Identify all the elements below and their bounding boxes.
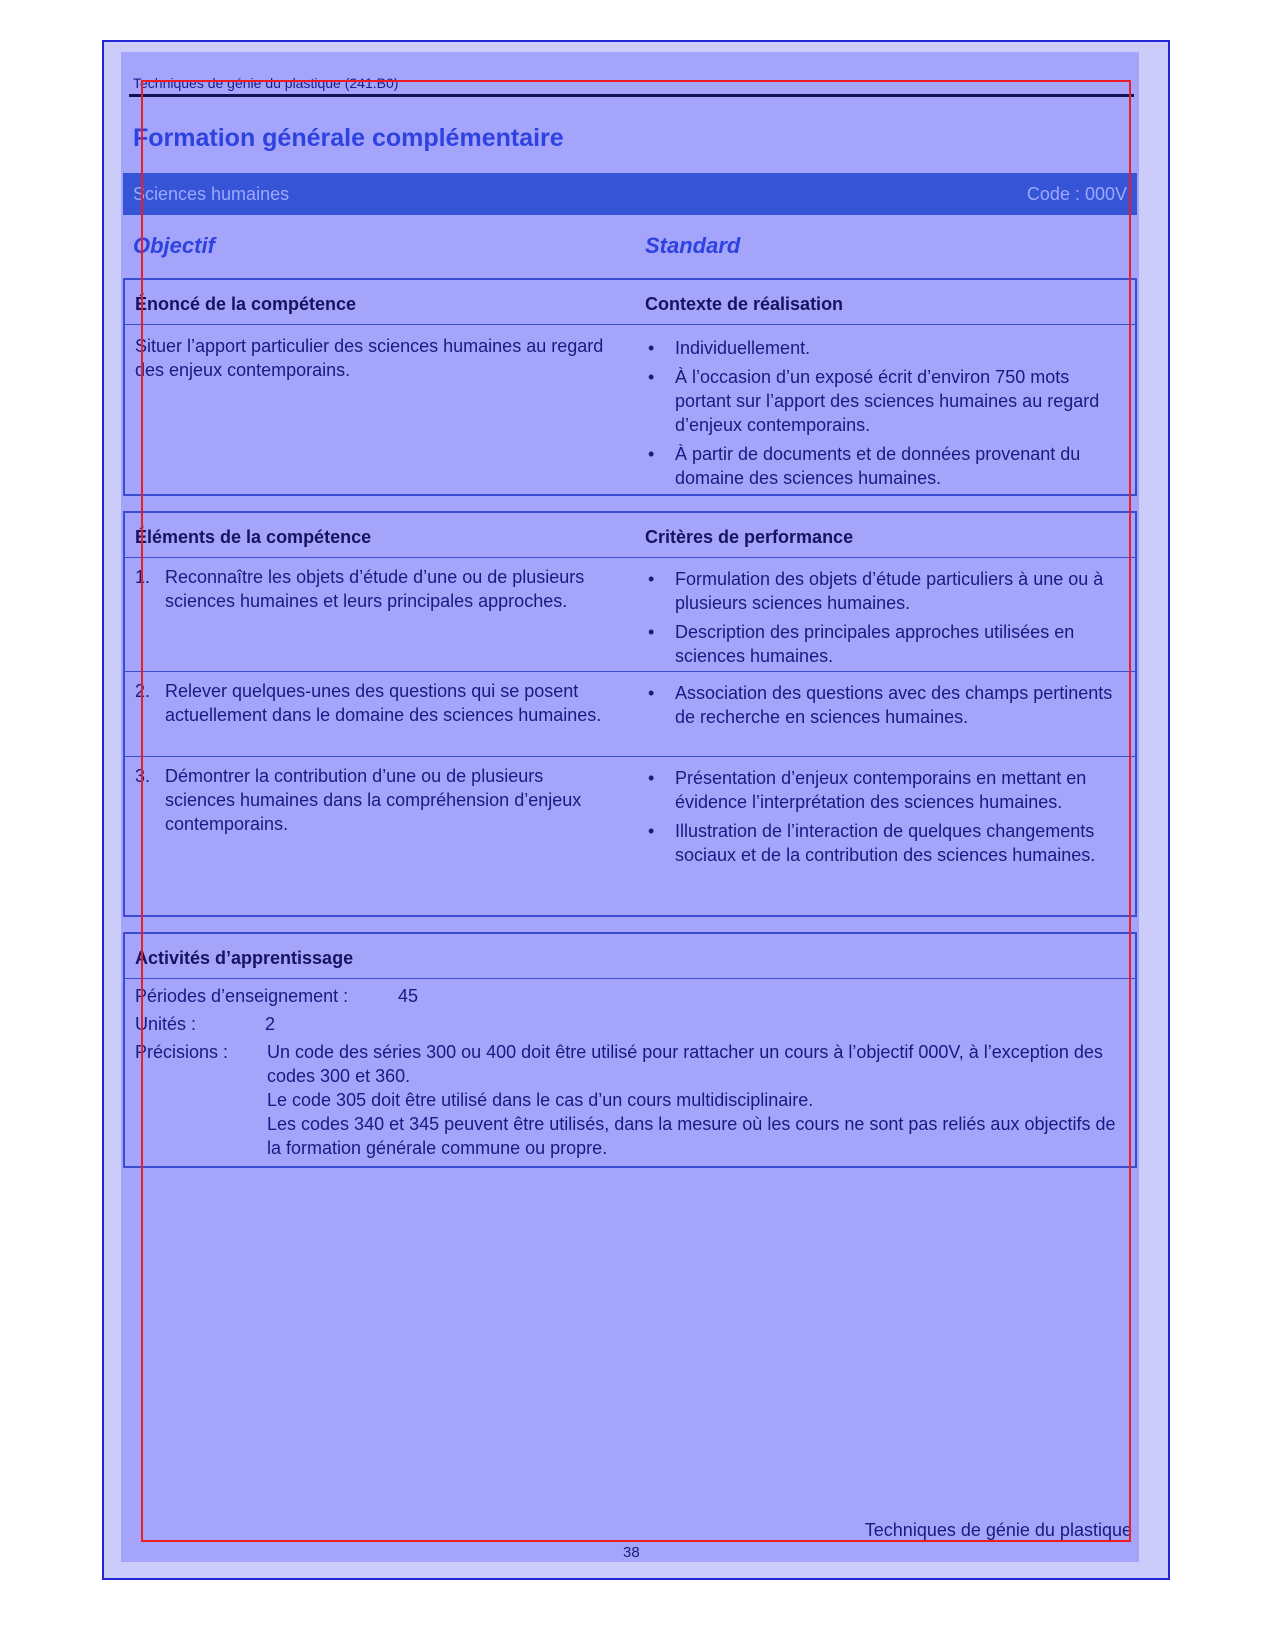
list-item bbox=[645, 620, 1115, 668]
column-heading-standard: Standard bbox=[645, 233, 741, 258]
element-text: Démontrer la contribution d’une ou de plusieurs sciences humaines dans la compréhension d’enjeux contemporains. bbox=[165, 766, 582, 834]
page-number: 38 bbox=[623, 1544, 640, 1561]
header-rule bbox=[129, 94, 1134, 97]
list-item bbox=[645, 681, 1115, 729]
list-item bbox=[645, 336, 1115, 360]
bullet-icon: • bbox=[648, 683, 655, 703]
box-divider bbox=[125, 324, 1135, 325]
box-divider bbox=[125, 557, 1135, 558]
context-heading: Contexte de réalisation bbox=[645, 294, 844, 314]
subject-name: Sciences humaines bbox=[133, 184, 290, 204]
column-heading-objectif: Objectif bbox=[133, 233, 215, 258]
activities-box bbox=[123, 932, 1137, 1168]
footer-title: Techniques de génie du plastique bbox=[864, 1520, 1132, 1540]
details-label: Précisions : bbox=[135, 1042, 229, 1062]
criteria-item: Illustration de l’interaction de quelques changements sociaux et de la contribution des sciences humaines. bbox=[675, 821, 1096, 865]
periods-label: Périodes d’enseignement : bbox=[135, 986, 349, 1006]
bullet-icon: • bbox=[648, 622, 655, 642]
details-item: Un code des séries 300 ou 400 doit être utilisé pour rattacher un cours à l’objectif 000V, à l’exception des codes 300 et 360. bbox=[267, 1042, 1103, 1086]
page-title: Formation générale complémentaire bbox=[133, 124, 564, 152]
element-text: Relever quelques-unes des questions qui se posent actuellement dans le domaine des sciences humaines. bbox=[165, 681, 602, 725]
bullet-icon: • bbox=[648, 444, 655, 464]
competence-statement-heading: Énoncé de la compétence bbox=[135, 294, 357, 314]
context-list bbox=[645, 336, 1115, 495]
elements-box bbox=[123, 511, 1137, 917]
units-label: Unités : bbox=[135, 1014, 197, 1034]
bullet-icon: • bbox=[648, 338, 655, 358]
list-item bbox=[645, 766, 1115, 814]
box-divider bbox=[125, 978, 1135, 979]
element-item-1 bbox=[135, 565, 615, 655]
list-item bbox=[645, 819, 1115, 867]
criteria-heading: Critères de performance bbox=[645, 527, 854, 547]
context-item: À l’occasion d’un exposé écrit d’environ 750 mots portant sur l’apport des sciences humaines au regard d’enjeux contemporains. bbox=[675, 367, 1100, 435]
criteria-item: Présentation d’enjeux contemporains en mettant en évidence l’interprétation des sciences humaines. bbox=[675, 768, 1087, 812]
element-item-3 bbox=[135, 764, 615, 844]
criteria-list-1 bbox=[645, 567, 1115, 673]
element-number: 3. bbox=[135, 766, 151, 786]
context-item: Individuellement. bbox=[675, 338, 811, 358]
details-item: Le code 305 doit être utilisé dans le cas d’un cours multidisciplinaire. bbox=[267, 1090, 814, 1110]
running-header: Techniques de génie du plastique (241.B0) bbox=[133, 75, 399, 91]
elements-heading: Éléments de la compétence bbox=[135, 527, 372, 547]
element-number: 1. bbox=[135, 567, 151, 587]
criteria-list-2 bbox=[645, 681, 1115, 734]
row-divider bbox=[125, 671, 1135, 672]
competence-box bbox=[123, 278, 1137, 496]
details-item: Les codes 340 et 345 peuvent être utilisés, dans la mesure où les cours ne sont pas reliés aux objectifs de la formation générale commune ou propre. bbox=[267, 1114, 1116, 1158]
units-value: 2 bbox=[265, 1014, 276, 1034]
element-text: Reconnaître les objets d’étude d’une ou de plusieurs sciences humaines et leurs principales approches. bbox=[165, 567, 585, 611]
subject-code: Code : 000V bbox=[1026, 184, 1127, 204]
criteria-item: Association des questions avec des champs pertinents de recherche en sciences humaines. bbox=[675, 683, 1113, 727]
list-item bbox=[645, 442, 1115, 490]
bullet-icon: • bbox=[648, 367, 655, 387]
subject-bar bbox=[123, 173, 1137, 215]
details-block bbox=[267, 1040, 1127, 1160]
bullet-icon: • bbox=[648, 768, 655, 788]
activities-heading: Activités d’apprentissage bbox=[135, 948, 354, 968]
list-item bbox=[645, 567, 1115, 615]
bullet-icon: • bbox=[648, 821, 655, 841]
list-item bbox=[645, 365, 1115, 437]
competence-statement: Situer l’apport particulier des sciences humaines au regard des enjeux contemporains. bbox=[135, 336, 604, 380]
periods-value: 45 bbox=[398, 986, 419, 1006]
criteria-item: Formulation des objets d’étude particuliers à une ou à plusieurs sciences humaines. bbox=[675, 569, 1104, 613]
element-number: 2. bbox=[135, 681, 151, 701]
context-item: À partir de documents et de données provenant du domaine des sciences humaines. bbox=[675, 444, 1081, 488]
criteria-list-3 bbox=[645, 766, 1115, 872]
bullet-icon: • bbox=[648, 569, 655, 589]
row-divider bbox=[125, 756, 1135, 757]
criteria-item: Description des principales approches utilisées en sciences humaines. bbox=[675, 622, 1075, 666]
element-item-2 bbox=[135, 679, 615, 759]
